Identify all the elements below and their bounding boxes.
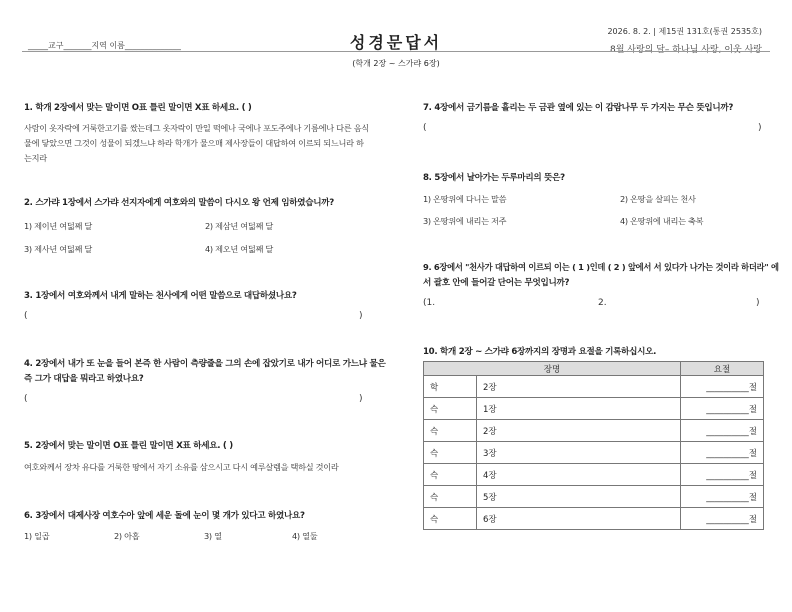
table-row (424, 508, 764, 530)
page-subtitle: (학개 2장 ~ 스가랴 6장) (352, 59, 440, 68)
question-6-option-2: 2) 아홉 (114, 531, 140, 541)
question-2: 2. 스가랴 1장에서 스가랴 선지자에게 여호와의 말씀이 다시오 왕 언제 임하였습니까? (24, 198, 334, 208)
table-row (424, 420, 764, 442)
question-3-answer-open: ( (24, 311, 28, 321)
name-field-line: _____교구_______지역 이름______________ (28, 41, 181, 50)
question-3-answer-close: ) (359, 311, 363, 321)
question-1-passage: 사람이 옷자락에 거룩한고기를 쌌는데그 옷자락이 만일 떡에나 국에나 포도주에나 기름에나 다른 음식물에 닿았으면 그것이 성물이 되겠느냐 하라 학개가 물으매 제사장들이 대답하여 이르되 되느니라 하는지라 (24, 123, 369, 163)
question-7-answer-close: ) (758, 123, 762, 133)
question-4-answer-open: ( (24, 394, 28, 404)
table-row (424, 464, 764, 486)
verse-blank: __________절 (681, 486, 764, 508)
verse-blank: __________절 (681, 420, 764, 442)
column-header-chapter: 장명 (424, 362, 681, 376)
book-cell: 슥 (424, 442, 477, 464)
question-5-statement: 여호와께서 장차 유다를 거룩한 땅에서 자기 소유를 삼으시고 다시 예루살렘을 택하실 것이라 (24, 462, 339, 472)
chapter-cell: 2장 (477, 420, 681, 442)
question-10: 10. 학개 2장 ~ 스가랴 6장까지의 장명과 요절을 기록하십시오. (423, 347, 657, 357)
book-cell: 슥 (424, 486, 477, 508)
question-2-option-2: 2) 제삼년 여덟째 달 (205, 221, 273, 231)
question-1: 1. 학개 2장에서 맞는 말이면 O표 틀린 말이면 X표 하세요. ( ) (24, 103, 252, 113)
verse-blank: __________절 (681, 376, 764, 398)
page-title: 성경문답서 (349, 33, 443, 52)
question-6: 6. 3장에서 대제사장 여호수아 앞에 세운 돌에 눈이 몇 개가 있다고 하였나요? (24, 511, 305, 521)
question-8-option-2: 2) 온땅을 살피는 천사 (620, 194, 696, 204)
header-divider (22, 51, 770, 52)
question-2-option-4: 4) 제오년 여덟째 달 (205, 244, 273, 254)
question-4-line-1: 4. 2장에서 내가 또 눈을 들어 본즉 한 사람이 측량줄을 그의 손에 잡았기로 내가 어디로 가느냐 물은 (24, 359, 386, 369)
question-2-option-1: 1) 제이년 여덟째 달 (24, 221, 92, 231)
table-row (424, 442, 764, 464)
chapter-cell: 3장 (477, 442, 681, 464)
question-9-blank-1: (1. (423, 298, 436, 308)
chapter-cell: 2장 (477, 376, 681, 398)
book-cell: 슥 (424, 508, 477, 530)
column-header-verse: 요절 (681, 362, 764, 376)
question-8-option-4: 4) 온땅위에 내리는 축복 (620, 216, 704, 226)
verse-blank: __________절 (681, 398, 764, 420)
question-9-line-1: 9. 6장에서 "천사가 대답하여 이르되 이는 ( 1 )인데 ( 2 ) 앞에서 서 있다가 나가는 것이라 하더라" 에 (423, 262, 779, 272)
book-cell: 슥 (424, 398, 477, 420)
question-5: 5. 2장에서 맞는 말이면 O표 틀린 말이면 X표 하세요. ( ) (24, 441, 233, 451)
issue-date: 2026. 8. 2. | 제15권 131호(통권 2535호) (607, 27, 762, 36)
question-6-option-4: 4) 열둘 (292, 531, 318, 541)
question-7: 7. 4장에서 금기름을 흘리는 두 금관 옆에 있는 이 감람나무 두 가지는 무슨 뜻입니까? (423, 103, 734, 113)
question-8-option-1: 1) 온땅위에 다니는 말씀 (423, 194, 507, 204)
question-2-option-3: 3) 제사년 여덟째 달 (24, 244, 92, 254)
table-row (424, 376, 764, 398)
verse-blank: __________절 (681, 508, 764, 530)
table-row (424, 398, 764, 420)
book-cell: 학 (424, 376, 477, 398)
question-9-answer-close: ) (756, 298, 760, 308)
chapter-verse-table (423, 361, 764, 530)
chapter-cell: 6장 (477, 508, 681, 530)
verse-blank: __________절 (681, 442, 764, 464)
book-cell: 슥 (424, 464, 477, 486)
question-4-answer-close: ) (359, 394, 363, 404)
question-4-line-2: 즉 그가 대답을 뭐라고 하였나요? (24, 374, 144, 384)
question-6-option-3: 3) 열 (204, 531, 222, 541)
question-9-blank-2: 2. (598, 298, 607, 308)
table-header-row (424, 362, 764, 376)
monthly-theme: 8월 사랑의 달– 하나님 사랑, 이웃 사랑 (610, 45, 762, 55)
question-3: 3. 1장에서 여호와께서 내게 말하는 천사에게 어떤 말씀으로 대답하셨나요? (24, 291, 297, 301)
book-cell: 슥 (424, 420, 477, 442)
question-8: 8. 5장에서 날아가는 두루마리의 뜻은? (423, 173, 565, 183)
chapter-cell: 5장 (477, 486, 681, 508)
chapter-cell: 4장 (477, 464, 681, 486)
question-6-option-1: 1) 일곱 (24, 531, 50, 541)
question-9-line-2: 서 괄호 안에 들어갈 단어는 무엇입니까? (423, 278, 570, 288)
verse-blank: __________절 (681, 464, 764, 486)
question-8-option-3: 3) 온땅위에 내리는 저주 (423, 216, 507, 226)
question-7-answer-open: ( (423, 123, 427, 133)
table-row (424, 486, 764, 508)
chapter-cell: 1장 (477, 398, 681, 420)
